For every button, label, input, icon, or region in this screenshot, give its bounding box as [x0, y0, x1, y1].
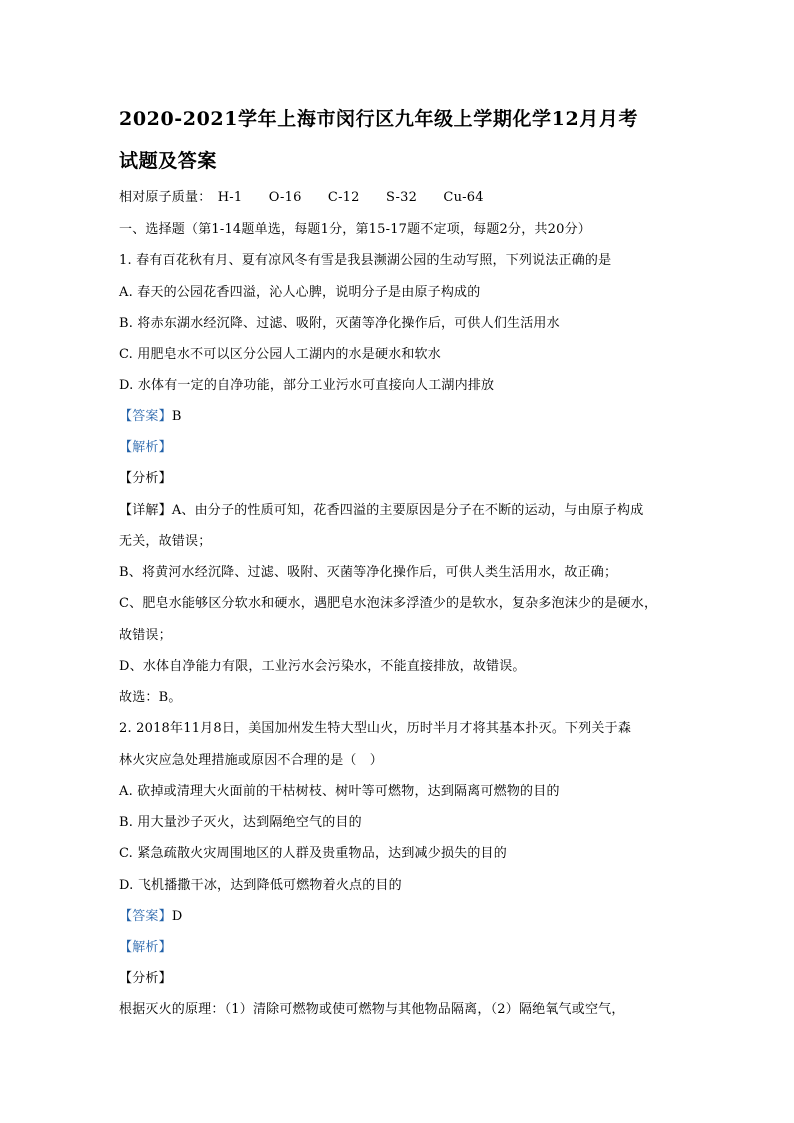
- q1-detail-tag: 【详解】: [119, 503, 172, 518]
- q1-detail-line-6: D、水体自净能力有限，工业污水会污染水，不能直接排放，故错误。: [119, 659, 526, 674]
- q1-detail-line-4: C、肥皂水能够区分软水和硬水，遇肥皂水泡沫多浮渣少的是软水，复杂多泡沫少的是硬水，: [119, 596, 658, 611]
- q1-option-a: A. 春天的公园花香四溢，沁人心脾，说明分子是由原子构成的: [119, 285, 481, 300]
- q2-option-c: C. 紧急疏散火灾周围地区的人群及贵重物品，达到减少损失的目的: [119, 846, 507, 861]
- q1-fenxi-tag: 【分析】: [119, 471, 172, 486]
- atomic-mass-h: H-1: [217, 190, 243, 205]
- q2-stem-line-2: 林火灾应急处理措施或原因不合理的是（ ）: [119, 753, 384, 768]
- atomic-mass-c: C-12: [327, 190, 360, 205]
- q1-detail-line-3: B、将黄河水经沉降、过滤、吸附、灭菌等净化操作后，可供人类生活用水，故正确；: [119, 565, 618, 580]
- q2-option-a: A. 砍掉或清理大火面前的干枯树枝、树叶等可燃物，达到隔离可燃物的目的: [119, 784, 560, 799]
- section1-header: 一、选择题（第1-14题单选，每题1分，第15-17题不定项，每题2分，共20分）: [119, 222, 591, 237]
- q2-answer-tag: 【答案】: [119, 909, 172, 924]
- q1-detail-line-7: 故选：B。: [119, 690, 182, 705]
- q1-option-c: C. 用肥皂水不可以区分公园人工湖内的水是硬水和软水: [119, 347, 441, 362]
- q1-detail-line-2: 无关，故错误；: [119, 534, 212, 549]
- q1-detail-line-5: 故错误；: [119, 628, 172, 643]
- q2-analysis-line: 根据灭火的原理：（1）清除可燃物或使可燃物与其他物品隔离，（2）隔绝氧气或空气，: [119, 1002, 625, 1017]
- q2-analysis-tag: 【解析】: [119, 940, 172, 955]
- q1-answer-value: B: [171, 409, 182, 424]
- q2-answer-value: D: [171, 909, 183, 924]
- q1-stem: 1. 春有百花秋有月、夏有凉风冬有雪是我县濒湖公园的生动写照，下列说法正确的是: [119, 253, 612, 268]
- q1-option-b: B. 将赤东湖水经沉降、过滤、吸附，灭菌等净化操作后，可供人们生活用水: [119, 316, 560, 331]
- atomic-mass-label: 相对原子质量：: [119, 190, 212, 205]
- q2-option-d: D. 飞机播撒干冰，达到降低可燃物着火点的目的: [119, 878, 402, 893]
- q1-detail-line-1: [119, 499, 643, 518]
- document-title-line1: 2020-2021学年上海市闵行区九年级上学期化学12月月考: [119, 108, 639, 130]
- q2-stem-line-1: 2. 2018年11月8日，美国加州发生特大型山火，历时半月才将其基本扑灭。下列关于森: [119, 721, 632, 736]
- q1-answer-tag: 【答案】: [119, 409, 172, 424]
- atomic-mass-s: S-32: [385, 190, 418, 205]
- atomic-mass-cu: Cu-64: [443, 190, 484, 205]
- q2-fenxi-tag: 【分析】: [119, 971, 172, 986]
- atomic-mass-o: O-16: [268, 190, 302, 205]
- q1-analysis-tag: 【解析】: [119, 440, 172, 455]
- q1-detail-text-1: A、由分子的性质可知，花香四溢的主要原因是分子在不断的运动，与由原子构成: [171, 503, 644, 518]
- q1-option-d: D. 水体有一定的自净功能，部分工业污水可直接向人工湖内排放: [119, 378, 495, 393]
- q2-option-b: B. 用大量沙子灭火，达到隔绝空气的目的: [119, 815, 362, 830]
- q1-answer-line: [119, 405, 182, 424]
- document-title-line2: 试题及答案: [119, 150, 218, 172]
- atomic-mass-line: [119, 186, 506, 205]
- q2-answer-line: [119, 905, 182, 924]
